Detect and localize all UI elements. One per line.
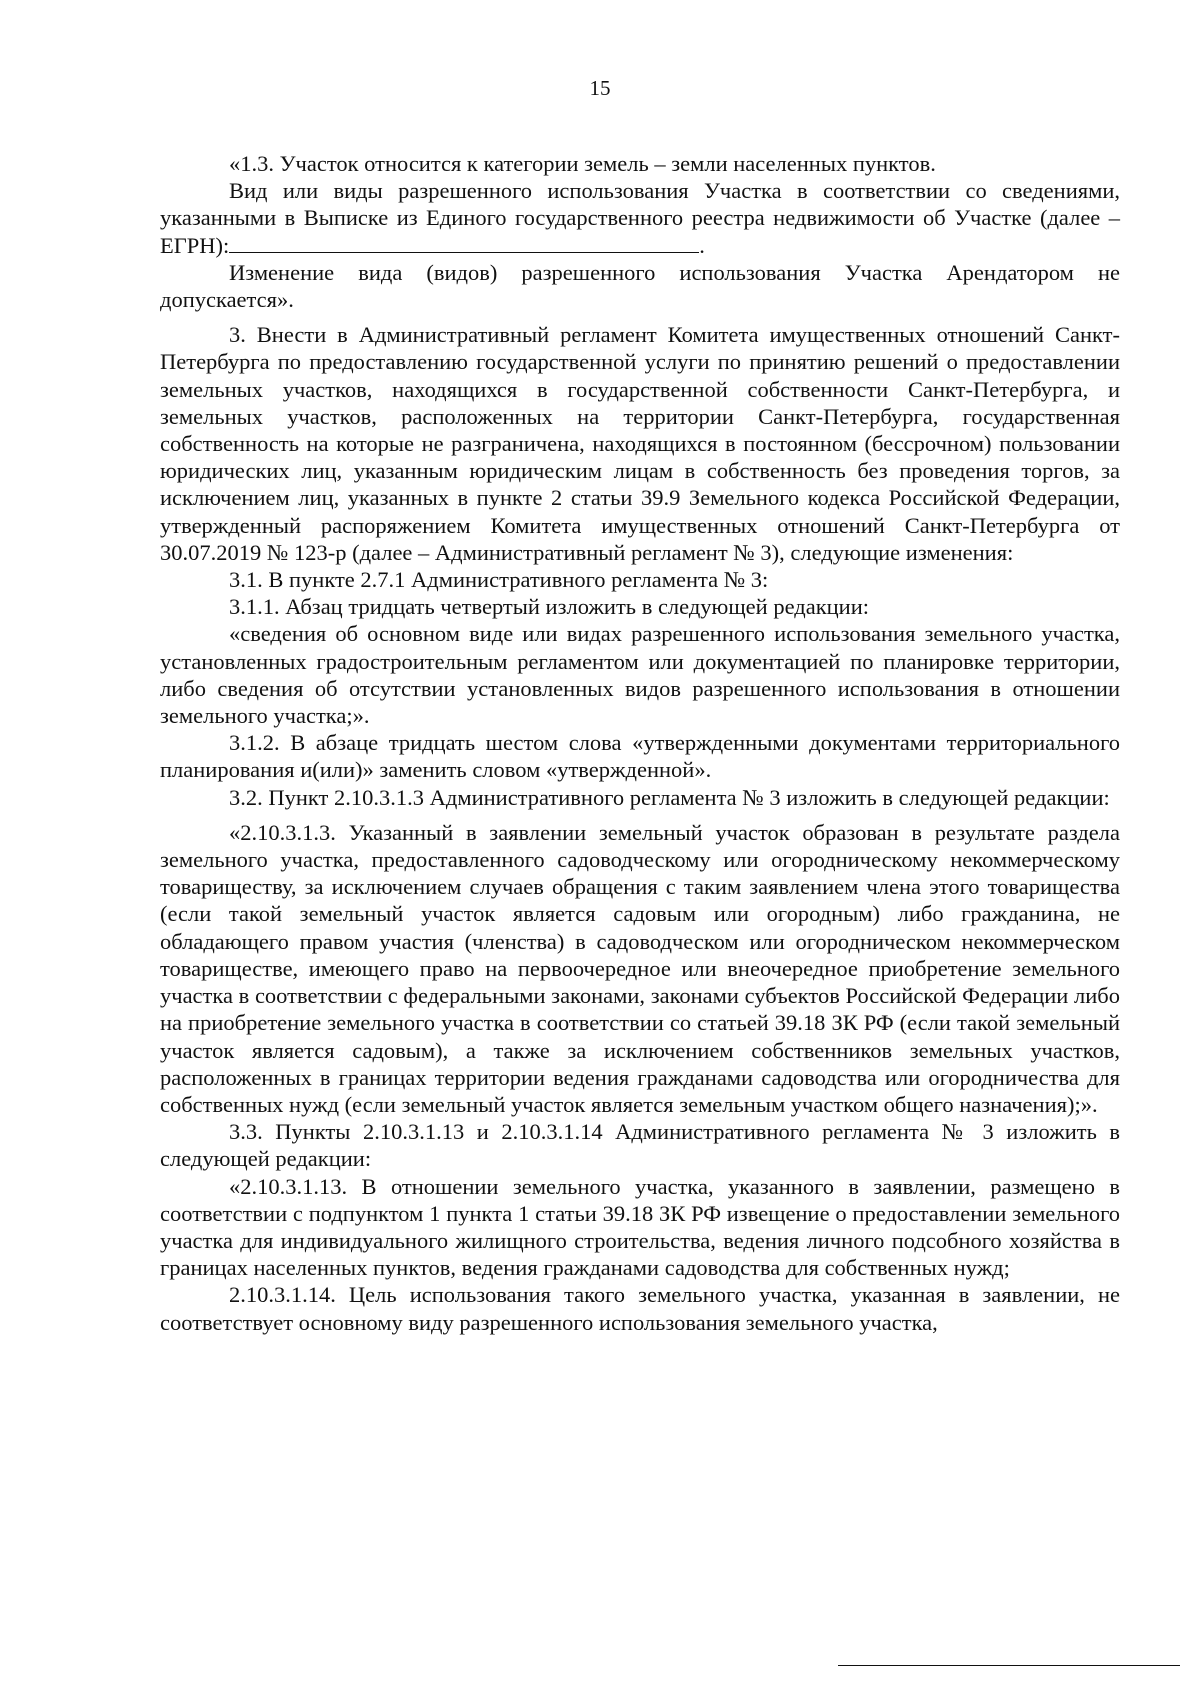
paragraph-change-prohibited: Изменение вида (видов) разрешенного использования Участка Арендатором не допускается». bbox=[160, 259, 1120, 313]
paragraph-3: 3. Внести в Административный регламент Комитета имущественных отношений Санкт-Петербурга по предоставлению государственной услуги по принятию решений о предоставлении земельных участков, находящихся в государственной собственности Санкт-Петербурга, и земельных участков, расположенных на территории Санкт-Петербурга, государственная собственность на которые не разграничена, находящихся в постоянном (бессрочном) пользовании юридических лиц, указанным юридическим лицам в собственность без проведения торгов, за исключением лиц, указанных в пункте 2 статьи 39.9 Земельного кодекса Российской Федерации, утвержденный распоряжением Комитета имущественных отношений Санкт-Петербурга от 30.07.2019 № 123-р (далее – Административный регламент № 3), следующие изменения: bbox=[160, 322, 1120, 565]
paragraph-permitted-use-text: Вид или виды разрешенного использования Участка в соответствии со сведениями, указанными в Выписке из Единого государственного реестра недвижимости об Участке (далее – ЕГРН): bbox=[160, 178, 1120, 258]
paragraph-3-3: 3.3. Пункты 2.10.3.1.13 и 2.10.3.1.14 Административного регламента № 3 изложить в следующей редакции: bbox=[160, 1119, 1120, 1172]
blank-fill-line bbox=[229, 234, 699, 253]
paragraph-3-2: 3.2. Пункт 2.10.3.1.3 Административного регламента № 3 изложить в следующей редакции: bbox=[229, 784, 1110, 810]
paragraph-3-1-1-quote: «сведения об основном виде или видах разрешенного использования земельного участка, установленных градостроительным регламентом или документацией по планировке территории, либо сведения об отсутствии установленных видов разрешенного использования в отношении земельного участка;». bbox=[160, 621, 1120, 729]
paragraph-3-1: 3.1. В пункте 2.7.1 Административного регламента № 3: bbox=[229, 567, 769, 593]
page-number: 15 bbox=[589, 76, 611, 100]
paragraph-2-10-3-1-14: 2.10.3.1.14. Цель использования такого земельного участка, указанная в заявлении, не соответствует основному виду разрешенного использования земельного участка, bbox=[160, 1282, 1120, 1335]
paragraph-1-3: «1.3. Участок относится к категории земель – земли населенных пунктов. bbox=[229, 151, 936, 176]
footer-rule bbox=[838, 1665, 1180, 1666]
blank-fill-line-end: . bbox=[699, 232, 705, 258]
paragraph-3-1-1: 3.1.1. Абзац тридцать четвертый изложить в следующей редакции: bbox=[229, 594, 870, 620]
paragraph-3-1-2: 3.1.2. В абзаце тридцать шестом слова «утвержденными документами территориального планирования и(или)» заменить словом «утвержденной». bbox=[160, 730, 1120, 783]
paragraph-2-10-3-1-3: «2.10.3.1.3. Указанный в заявлении земельный участок образован в результате раздела земельного участка, предоставленного садоводческому или огородническому некоммерческому товариществу, за исключением случаев обращения с таким заявлением члена этого товарищества (если такой земельный участок является садовым или огородным) либо гражданина, не обладающего правом участия (членства) в садоводческом или огородническом некоммерческом товариществе, имеющего право на первоочередное или внеочередное приобретение земельного участка в соответствии с федеральными законами, законами субъектов Российской Федерации либо на приобретение земельного участка в соответствии со статьей 39.18 ЗК РФ (если такой земельный участок является садовым), а также за исключением собственников земельных участков, расположенных в границах территории ведения гражданами садоводства или огородничества для собственных нужд (если земельный участок является земельным участком общего назначения);». bbox=[160, 819, 1120, 1117]
paragraph-permitted-use bbox=[160, 177, 1120, 259]
paragraph-2-10-3-1-13: «2.10.3.1.13. В отношении земельного участка, указанного в заявлении, размещено в соответствии с подпунктом 1 пункта 1 статьи 39.18 ЗК РФ извещение о предоставлении земельного участка для индивидуального жилищного строительства, ведения личного подсобного хозяйства в границах населенных пунктов, ведения гражданами садоводства для собственных нужд; bbox=[160, 1173, 1120, 1281]
document-body bbox=[160, 150, 1120, 1336]
